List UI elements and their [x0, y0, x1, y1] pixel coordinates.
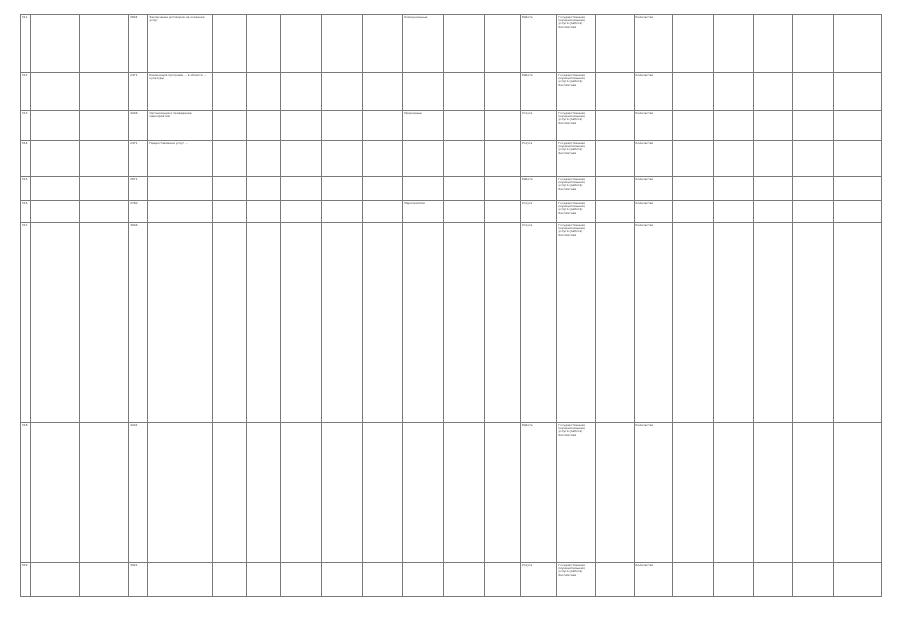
table-cell	[595, 15, 634, 73]
table-cell	[281, 201, 322, 223]
table-cell: Количество	[634, 141, 673, 177]
table-cell	[321, 177, 362, 201]
table-cell	[595, 73, 634, 111]
table-cell	[792, 223, 833, 423]
table-cell: Организация и проведение мероприятий	[148, 111, 212, 141]
table-cell	[403, 563, 444, 597]
table-cell: 2824	[129, 15, 148, 73]
table-cell	[403, 141, 444, 177]
table-cell	[246, 111, 280, 141]
table-cell: 514	[21, 141, 31, 177]
table-cell	[30, 563, 79, 597]
table-cell	[362, 177, 403, 201]
table-row	[21, 423, 882, 563]
table-cell	[713, 223, 754, 423]
table-cell	[673, 563, 714, 597]
table-cell: 513	[21, 111, 31, 141]
table-cell: Количество	[634, 111, 673, 141]
table-cell	[212, 73, 246, 111]
table-cell: 511	[21, 15, 31, 73]
table-cell: Мероприятия	[403, 201, 444, 223]
table-cell	[673, 201, 714, 223]
data-table	[20, 14, 882, 597]
table-cell	[713, 177, 754, 201]
table-cell	[673, 15, 714, 73]
table-cell: Государственная (муниципальная) услуга (работа) бесплатная	[557, 423, 596, 563]
table-cell: Государственная (муниципальная) услуга (работа) бесплатная	[557, 141, 596, 177]
table-cell	[754, 177, 793, 201]
table-cell	[148, 423, 212, 563]
table-cell	[443, 73, 484, 111]
table-cell	[212, 423, 246, 563]
table-cell	[484, 201, 520, 223]
table-cell	[30, 111, 79, 141]
table-cell: 4246	[129, 111, 148, 141]
table-cell	[484, 15, 520, 73]
table-cell	[403, 423, 444, 563]
table-cell	[246, 423, 280, 563]
table-cell	[321, 201, 362, 223]
table-cell	[30, 73, 79, 111]
table-cell	[443, 201, 484, 223]
table-cell: 517	[21, 223, 31, 423]
table-cell: 512	[21, 73, 31, 111]
table-cell: 515	[21, 177, 31, 201]
table-cell: 3646	[129, 223, 148, 423]
table-cell: Услуга	[521, 223, 557, 423]
table-cell	[403, 73, 444, 111]
table-cell	[595, 111, 634, 141]
table-cell	[30, 141, 79, 177]
table-row	[21, 15, 882, 73]
table-cell	[792, 201, 833, 223]
table-cell: Государственная (муниципальная) услуга (работа) бесплатная	[557, 73, 596, 111]
table-cell	[79, 15, 128, 73]
table-cell: Услуга	[521, 141, 557, 177]
table-cell: Работа	[521, 73, 557, 111]
table-cell	[79, 111, 128, 141]
table-cell	[754, 563, 793, 597]
table-cell	[148, 223, 212, 423]
table-cell	[212, 141, 246, 177]
table-cell	[754, 111, 793, 141]
table-cell	[833, 177, 881, 201]
table-row	[21, 563, 882, 597]
table-cell	[30, 177, 79, 201]
table-cell: Государственная (муниципальная) услуга (работа) бесплатная	[557, 201, 596, 223]
table-cell: Работа	[521, 177, 557, 201]
table-cell	[281, 141, 322, 177]
table-cell	[443, 563, 484, 597]
table-cell	[362, 563, 403, 597]
table-cell	[403, 177, 444, 201]
table-cell	[484, 423, 520, 563]
table-cell	[281, 563, 322, 597]
table-cell	[79, 563, 128, 597]
table-cell: 2760	[129, 201, 148, 223]
table-cell: Количество	[634, 423, 673, 563]
table-cell: Количество	[634, 177, 673, 201]
table-row	[21, 177, 882, 201]
table-cell	[443, 15, 484, 73]
table-cell	[79, 141, 128, 177]
table-cell	[79, 223, 128, 423]
table-cell	[443, 223, 484, 423]
table-cell	[792, 73, 833, 111]
table-cell	[595, 223, 634, 423]
table-cell	[362, 73, 403, 111]
table-cell: 3941	[129, 563, 148, 597]
table-cell: Государственная (муниципальная) услуга (работа) бесплатная	[557, 15, 596, 73]
table-cell	[30, 15, 79, 73]
table-cell: 2471	[129, 141, 148, 177]
table-cell	[833, 141, 881, 177]
table-cell: Количество	[634, 563, 673, 597]
table-cell: 519	[21, 563, 31, 597]
table-cell	[833, 563, 881, 597]
table-cell	[833, 15, 881, 73]
table-cell	[713, 15, 754, 73]
table-row	[21, 111, 882, 141]
table-cell	[443, 177, 484, 201]
table-cell	[321, 223, 362, 423]
table-cell	[246, 563, 280, 597]
table-cell: Количество	[634, 223, 673, 423]
table-cell	[484, 177, 520, 201]
table-cell	[30, 423, 79, 563]
table-cell: Количество	[634, 15, 673, 73]
table-cell	[833, 423, 881, 563]
table-cell	[321, 141, 362, 177]
table-cell	[321, 111, 362, 141]
table-cell	[754, 223, 793, 423]
table-cell	[321, 423, 362, 563]
table-cell	[362, 223, 403, 423]
table-cell	[595, 201, 634, 223]
table-cell: Количество	[634, 201, 673, 223]
table-cell	[484, 141, 520, 177]
table-cell	[673, 111, 714, 141]
table-cell	[833, 73, 881, 111]
table-cell	[673, 73, 714, 111]
table-cell	[321, 73, 362, 111]
table-cell	[713, 563, 754, 597]
table-cell	[595, 423, 634, 563]
table-cell	[30, 223, 79, 423]
table-row	[21, 223, 882, 423]
table-cell	[321, 15, 362, 73]
table-cell	[484, 223, 520, 423]
table-cell	[673, 223, 714, 423]
table-cell	[792, 15, 833, 73]
table-cell	[833, 201, 881, 223]
table-cell	[148, 177, 212, 201]
table-cell	[246, 201, 280, 223]
table-cell: Государственная (муниципальная) услуга (работа) бесплатная	[557, 563, 596, 597]
table-cell: Коммунальные	[403, 15, 444, 73]
table-cell	[246, 177, 280, 201]
table-cell	[713, 111, 754, 141]
table-cell: Заключение договоров на оказание услуг	[148, 15, 212, 73]
table-cell: Государственная (муниципальная) услуга (работа) бесплатная	[557, 111, 596, 141]
table-cell	[792, 177, 833, 201]
table-cell	[443, 111, 484, 141]
table-cell	[595, 177, 634, 201]
table-cell: Услуга	[521, 201, 557, 223]
table-cell	[246, 141, 280, 177]
table-cell	[754, 73, 793, 111]
table-cell	[148, 201, 212, 223]
table-cell	[713, 141, 754, 177]
table-cell	[246, 15, 280, 73]
table-cell	[754, 15, 793, 73]
table-cell	[833, 111, 881, 141]
table-cell	[212, 111, 246, 141]
table-row	[21, 201, 882, 223]
table-cell	[673, 423, 714, 563]
table-cell	[833, 223, 881, 423]
table-cell	[281, 423, 322, 563]
table-cell	[281, 111, 322, 141]
table-cell: 4242	[129, 423, 148, 563]
table-cell	[484, 73, 520, 111]
table-cell	[281, 15, 322, 73]
table-cell	[281, 177, 322, 201]
table-cell	[792, 141, 833, 177]
table-cell: Услуга	[521, 563, 557, 597]
table-cell	[281, 73, 322, 111]
table-cell	[30, 201, 79, 223]
table-cell	[754, 423, 793, 563]
table-cell	[713, 423, 754, 563]
table-cell	[362, 111, 403, 141]
table-cell	[595, 563, 634, 597]
table-cell: Работа	[521, 423, 557, 563]
table-cell: Работа	[521, 15, 557, 73]
table-cell	[321, 563, 362, 597]
table-cell	[792, 423, 833, 563]
table-cell	[792, 563, 833, 597]
table-cell	[79, 423, 128, 563]
table-row	[21, 73, 882, 111]
table-cell	[673, 141, 714, 177]
table-cell	[246, 73, 280, 111]
table-cell	[443, 141, 484, 177]
table-cell	[212, 177, 246, 201]
table-cell	[792, 111, 833, 141]
table-cell	[484, 111, 520, 141]
table-cell: Предоставление услуг ...	[148, 141, 212, 177]
table-cell	[484, 563, 520, 597]
table-cell	[212, 223, 246, 423]
table-cell: 516	[21, 201, 31, 223]
table-cell	[79, 177, 128, 201]
table-row	[21, 141, 882, 177]
table-cell	[281, 223, 322, 423]
table-cell: Природные	[403, 111, 444, 141]
table-cell	[673, 177, 714, 201]
table-cell: Государственная (муниципальная) услуга (работа) бесплатная	[557, 177, 596, 201]
table-cell: Государственная (муниципальная) услуга (работа) бесплатная	[557, 223, 596, 423]
table-cell	[595, 141, 634, 177]
table-cell: 2471	[129, 73, 148, 111]
table-cell	[79, 73, 128, 111]
table-cell	[362, 15, 403, 73]
table-cell	[713, 73, 754, 111]
table-cell: Услуга	[521, 111, 557, 141]
table-cell: Реализация программ ... в области ... культуры	[148, 73, 212, 111]
table-cell: Количество	[634, 73, 673, 111]
table-cell	[79, 201, 128, 223]
table-cell	[148, 563, 212, 597]
table-cell	[754, 201, 793, 223]
table-cell	[443, 423, 484, 563]
table-cell	[246, 223, 280, 423]
table-cell: 2871	[129, 177, 148, 201]
table-cell	[362, 423, 403, 563]
table-cell	[212, 201, 246, 223]
table-cell	[362, 201, 403, 223]
table-cell	[713, 201, 754, 223]
table-cell: 518	[21, 423, 31, 563]
table-cell	[212, 563, 246, 597]
table-cell	[403, 223, 444, 423]
table-cell	[362, 141, 403, 177]
table-cell	[212, 15, 246, 73]
table-cell	[754, 141, 793, 177]
